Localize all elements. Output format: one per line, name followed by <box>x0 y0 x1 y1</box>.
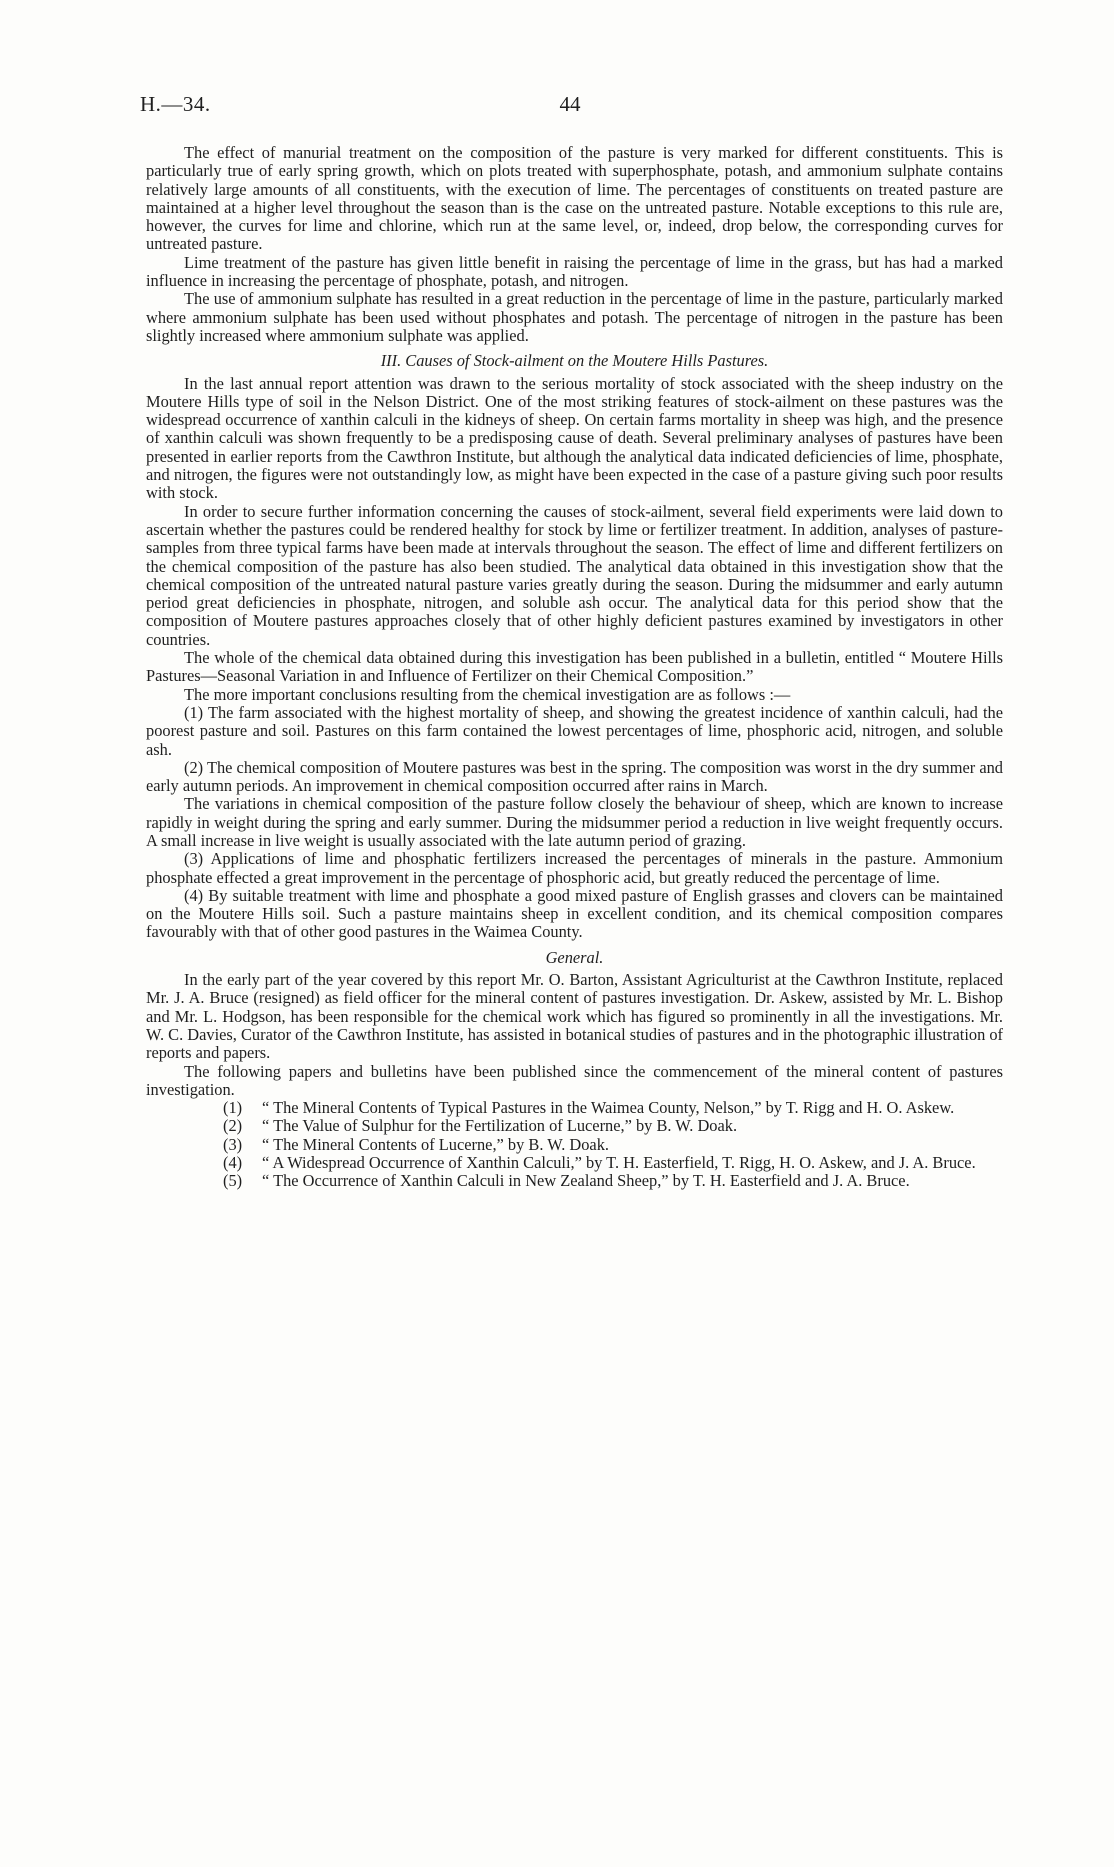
publication-number: (5) <box>223 1171 243 1191</box>
publication-citation: “ The Mineral Contents of Lucerne,” by B. W. Doak. <box>262 1134 610 1154</box>
publication-citation: “ A Widespread Occurrence of Xanthin Calculi,” by T. H. Easterfield, T. Rigg, H. O. Askew, and J. A. Bruce. <box>262 1153 976 1173</box>
publication-item <box>223 1154 1003 1172</box>
publication-number: (3) <box>223 1134 243 1154</box>
publication-item <box>223 1117 1003 1135</box>
publication-citation: “ The Mineral Contents of Typical Pastures in the Waimea County, Nelson,” by T. Rigg and H. O. Askew. <box>262 1098 955 1118</box>
publication-number: (2) <box>223 1116 243 1136</box>
numbered-conclusion: (3) Applications of lime and phosphatic fertilizers increased the percentages of minerals in the pasture. Ammonium phosphate effected a great improvement in the percentage of phosphoric acid, but greatly reduced the percentage of lime. <box>146 849 1003 887</box>
publication-list <box>146 1099 1003 1190</box>
document-reference: H.—34. <box>140 92 211 116</box>
numbered-conclusion: (4) By suitable treatment with lime and phosphate a good mixed pasture of English grasses and clovers can be maintained on the Moutere Hills soil. Such a pasture maintains sheep in excellent condition, and its chemical composition compares favourably with that of other good pastures in the Waimea County. <box>146 885 1003 942</box>
paragraph: In the early part of the year covered by this report Mr. O. Barton, Assistant Agriculturist at the Cawthron Institute, replaced Mr. J. A. Bruce (resigned) as field officer for the mineral content of pastures investigation. Dr. Askew, assisted by Mr. L. Bishop and Mr. L. Hodgson, has been responsible for the chemical work which has figured so prominently in all the investigations. Mr. W. C. Davies, Curator of the Cawthron Institute, has assisted in botanical studies of pastures and in the photographic illustration of reports and papers. <box>146 970 1004 1063</box>
paragraph: The variations in chemical composition of the pasture follow closely the behaviour of sheep, which are known to increase rapidly in weight during the spring and early summer. During the midsummer period a reduction in live weight frequently occurs. A small increase in live weight is usually associated with the late autumn period of grazing. <box>146 794 1003 850</box>
paragraph: The use of ammonium sulphate has resulted in a great reduction in the percentage of lime in the pasture, particularly marked where ammonium sulphate has been used without phosphates and potash. The percentage of nitrogen in the pasture has been slightly increased where ammonium sulphate was applied. <box>146 289 1003 345</box>
publication-number: (4) <box>223 1153 243 1173</box>
paragraph: In the last annual report attention was drawn to the serious mortality of stock associated with the sheep industry on the Moutere Hills type of soil in the Nelson District. One of the most striking features of stock-ailment on these pastures was the widespread occurrence of xanthin calculi in the kidneys of sheep. On certain farms mortality in sheep was high, and the presence of xanthin calculi was shown frequently to be a predisposing cause of death. Several preliminary analyses of pastures have been presented in earlier reports from the Cawthron Institute, but although the analytical data indicated deficiencies of lime, phosphate, and nitrogen, the figures were not outstandingly low, as might have been expected in the case of a pasture giving such poor results with stock. <box>146 373 1003 503</box>
paragraph: The whole of the chemical data obtained during this investigation has been published in a bulletin, entitled “ Moutere Hills Pastures—Seasonal Variation in and Influence of Fertilizer on their Chemical Composition.” <box>146 648 1003 686</box>
page-number: 44 <box>559 92 581 116</box>
paragraph: Lime treatment of the pasture has given little benefit in raising the percentage of lime in the grass, but has had a marked influence in increasing the percentage of phosphate, potash, and nitrogen. <box>146 252 1003 291</box>
publication-citation: “ The Value of Sulphur for the Fertilization of Lucerne,” by B. W. Doak. <box>262 1116 738 1136</box>
publication-citation: “ The Occurrence of Xanthin Calculi in New Zealand Sheep,” by T. H. Easterfield and J. A. Bruce. <box>262 1171 910 1191</box>
paragraph: The effect of manurial treatment on the composition of the pasture is very marked for different constituents. This is particularly true of early spring growth, which on plots treated with superphosphate, potash, and ammonium sulphate contains relatively large amounts of all constituents, with the execution of lime. The percentages of constituents on treated pasture are maintained at a higher level throughout the season than is the case on the untreated pasture. Notable exceptions to this rule are, however, the curves for lime and chlorine, which run at the same level, or, indeed, drop below, the corresponding curves for untreated pasture. <box>146 143 1003 254</box>
publication-number: (1) <box>223 1098 243 1118</box>
publication-item <box>223 1172 1003 1190</box>
publication-item <box>223 1136 1003 1154</box>
paragraph: In order to secure further information concerning the causes of stock-ailment, several field experiments were laid down to ascertain whether the pastures could be rendered healthy for stock by lime or fertilizer treatment. In addition, analyses of pasture-samples from three typical farms have been made at intervals throughout the season. The effect of lime and different fertilizers on the chemical composition of the pasture has also been studied. The analytical data obtained in this investigation show that the chemical composition of the untreated natural pasture varies greatly during the season. During the midsummer and early autumn period great deficiencies in phosphate, nitrogen, and soluble ash occur. The analytical data for this period show that the composition of Moutere pastures approaches closely that of other highly deficient pastures examined by investigators in other countries. <box>146 501 1003 649</box>
section-heading: General. <box>545 947 604 967</box>
paragraph: The following papers and bulletins have been published since the commencement of the mineral content of pastures investigation. <box>146 1061 1003 1099</box>
paragraph: The more important conclusions resulting from the chemical investigation are as follows :— <box>184 684 791 704</box>
numbered-conclusion: (1) The farm associated with the highest mortality of sheep, and showing the greatest incidence of xanthin calculi, had the poorest pasture and soil. Pastures on this farm contained the lowest percentages of lime, phosphoric acid, nitrogen, and soluble ash. <box>146 702 1003 759</box>
section-heading: III. Causes of Stock-ailment on the Moutere Hills Pastures. <box>380 351 769 371</box>
page-header <box>140 92 1000 122</box>
publication-item <box>223 1099 1003 1117</box>
numbered-conclusion: (2) The chemical composition of Moutere pastures was best in the spring. The composition was worst in the dry summer and early autumn periods. An improvement in chemical composition occurred after rains in March. <box>146 757 1003 796</box>
document-body <box>146 144 1003 1191</box>
